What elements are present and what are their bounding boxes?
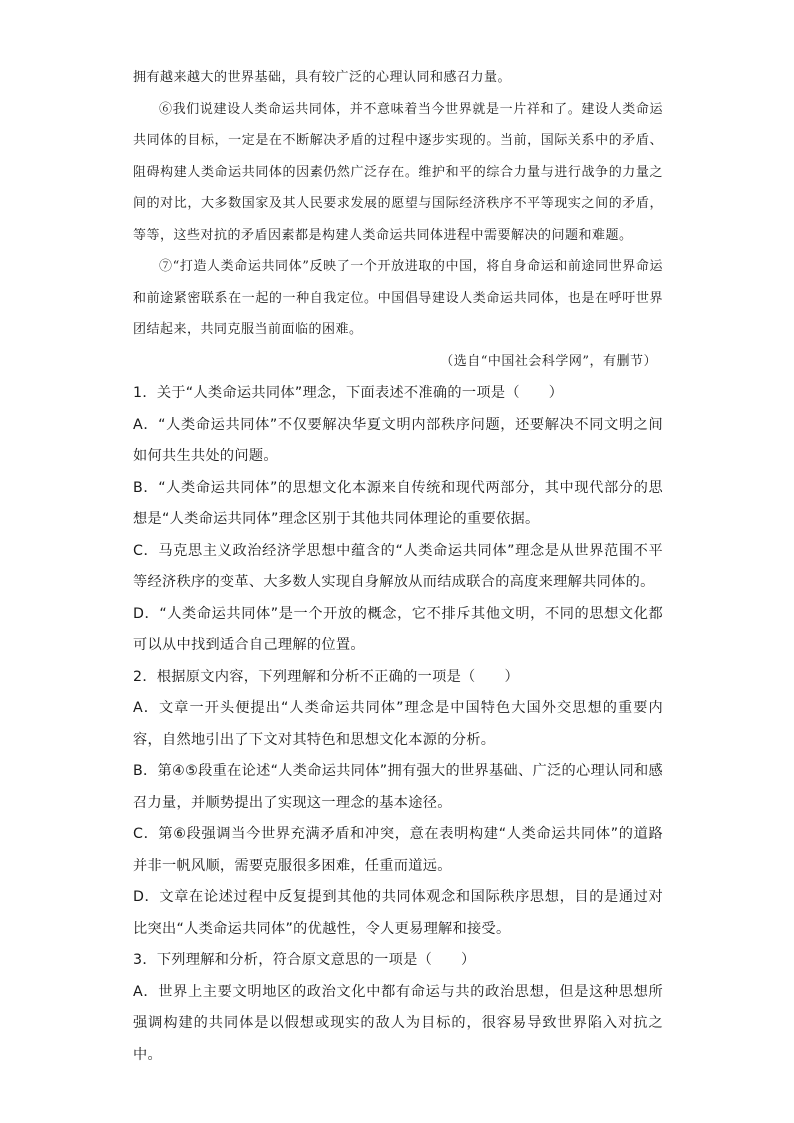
question-option-b: B．“人类命运共同体”的思想文化本源来自传统和现代两部分，其中现代部分的思想是“人类命运共同体”理念区别于其他共同体理论的重要依据。 bbox=[133, 479, 663, 527]
question-option-d: D．“人类命运共同体”是一个开放的概念，它不排斥其他文明，不同的思想文化都可以从中找到适合自己理解的位置。 bbox=[133, 605, 663, 653]
question-stem: 3．下列理解和分析，符合原文意思的一项是（ ） bbox=[133, 952, 476, 968]
question-list bbox=[133, 378, 663, 1071]
question-option-b: B．第④⑤段重在论述“人类命运共同体”拥有强大的世界基础、广泛的心理认同和感召力量，并顺势提出了实现这一理念的基本途径。 bbox=[133, 763, 663, 811]
passage-source: （选自“中国社会科学网”，有删节） bbox=[440, 353, 657, 369]
question-option-c: C．第⑥段强调当今世界充满矛盾和冲突，意在表明构建“人类命运共同体”的道路并非一帆风顺，需要克服很多困难，任重而道远。 bbox=[133, 826, 663, 874]
passage-paragraph-tail: 拥有越来越大的世界基础，具有较广泛的心理认同和感召力量。 bbox=[133, 70, 512, 85]
question-option-c: C．马克思主义政治经济学思想中蕴含的“人类命运共同体”理念是从世界范围不平等经济秩序的变革、大多数人实现自身解放从而结成联合的高度来理解共同体的。 bbox=[133, 542, 663, 590]
question-1 bbox=[133, 378, 663, 662]
passage-paragraph-7: ⑦“打造人类命运共同体”反映了一个开放进取的中国，将自身命运和前途同世界命运和前途紧密联系在一起的一种自我定位。中国倡导建设人类命运共同体，也是在呼吁世界团结起来，共同克服当前面临的困难。 bbox=[133, 259, 663, 337]
document-page bbox=[133, 62, 663, 1071]
question-option-a: A．文章一开头便提出“人类命运共同体”理念是中国特色大国外交思想的重要内容，自然地引出了下文对其特色和思想文化本源的分析。 bbox=[133, 700, 663, 748]
question-2 bbox=[133, 662, 663, 946]
passage-paragraph-6: ⑥我们说建设人类命运共同体，并不意味着当今世界就是一片祥和了。建设人类命运共同体的目标，一定是在不断解决矛盾的过程中逐步实现的。当前，国际关系中的矛盾、阻碍构建人类命运共同体的因素仍然广泛存在。维护和平的综合力量与进行战争的力量之间的对比，大多数国家及其人民要求发展的愿望与国际经济秩序不平等现实之间的矛盾，等等，这些对抗的矛盾因素都是构建人类命运共同体进程中需要解决的问题和难题。 bbox=[133, 101, 663, 243]
question-option-d: D．文章在论述过程中反复提到其他的共同体观念和国际秩序思想，目的是通过对比突出“人类命运共同体”的优越性，令人更易理解和接受。 bbox=[133, 889, 663, 937]
question-option-a: A．世界上主要文明地区的政治文化中都有命运与共的政治思想，但是这种思想所强调构建的共同体是以假想或现实的敌人为目标的，很容易导致世界陷入对抗之中。 bbox=[133, 983, 663, 1063]
question-stem: 2．根据原文内容，下列理解和分析不正确的一项是（ ） bbox=[133, 668, 520, 685]
question-3 bbox=[133, 945, 663, 1071]
question-stem: 1．关于“人类命运共同体”理念，下面表述不准确的一项是（ ） bbox=[133, 385, 564, 401]
question-option-a: A．“人类命运共同体”不仅要解决华夏文明内部秩序问题，还要解决不同文明之间如何共生共处的问题。 bbox=[133, 416, 663, 464]
reading-passage bbox=[133, 62, 663, 377]
